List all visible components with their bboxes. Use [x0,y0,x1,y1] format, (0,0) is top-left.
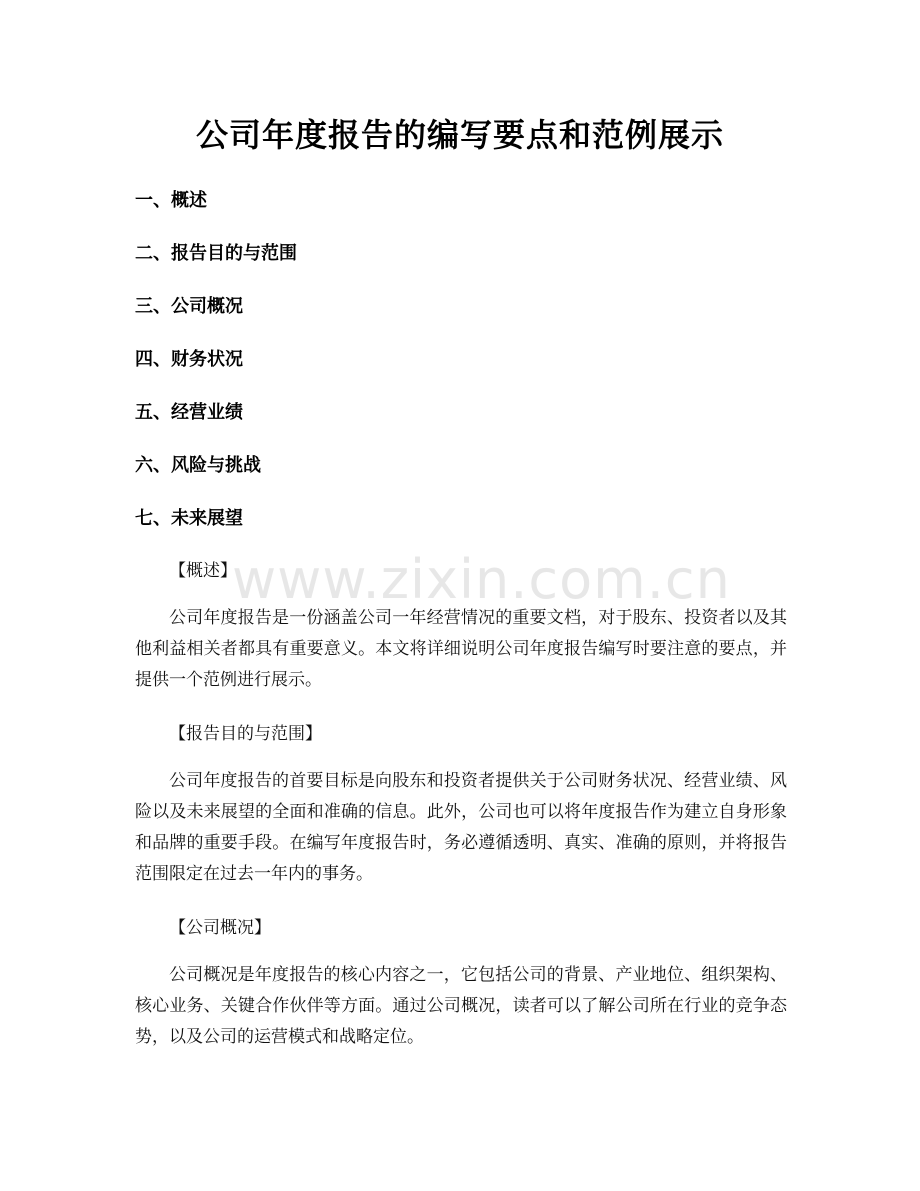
section-heading-purpose: 【报告目的与范围】 [169,724,322,744]
section-paragraph-company: 公司概况是年度报告的核心内容之一，它包括公司的背景、产业地位、组织架构、核心业务、关键合作伙伴等方面。通过公司概况，读者可以了解公司所在行业的竞争态势，以及公司的运营模式和战略定位。 [135,965,787,1047]
section-heading-overview: 【概述】 [169,561,237,581]
section-paragraph-overview: 公司年度报告是一份涵盖公司一年经营情况的重要文档，对于股东、投资者以及其他利益相关者都具有重要意义。本文将详细说明公司年度报告编写时要注意的要点，并提供一个范例进行展示。 [135,608,787,690]
toc-item: 五、经营业绩 [135,402,243,423]
section-heading-company: 【公司概况】 [169,918,271,938]
toc-item: 七、未来展望 [135,508,243,529]
toc-item: 二、报告目的与范围 [135,243,297,264]
document-body [135,555,787,1075]
document-title: 公司年度报告的编写要点和范例展示 [195,116,724,154]
toc-item: 一、概述 [135,190,207,211]
toc-item: 六、风险与挑战 [135,455,261,476]
table-of-contents [135,188,297,559]
section-paragraph-purpose: 公司年度报告的首要目标是向股东和投资者提供关于公司财务状况、经营业绩、风险以及未来展望的全面和准确的信息。此外，公司也可以将年度报告作为建立自身形象和品牌的重要手段。在编写年度报告时，务必遵循透明、真实、准确的原则，并将报告范围限定在过去一年内的事务。 [135,771,787,884]
toc-item: 三、公司概况 [135,296,243,317]
toc-item: 四、财务状况 [135,349,243,370]
watermark: www.zixin.com.cn [232,548,731,611]
